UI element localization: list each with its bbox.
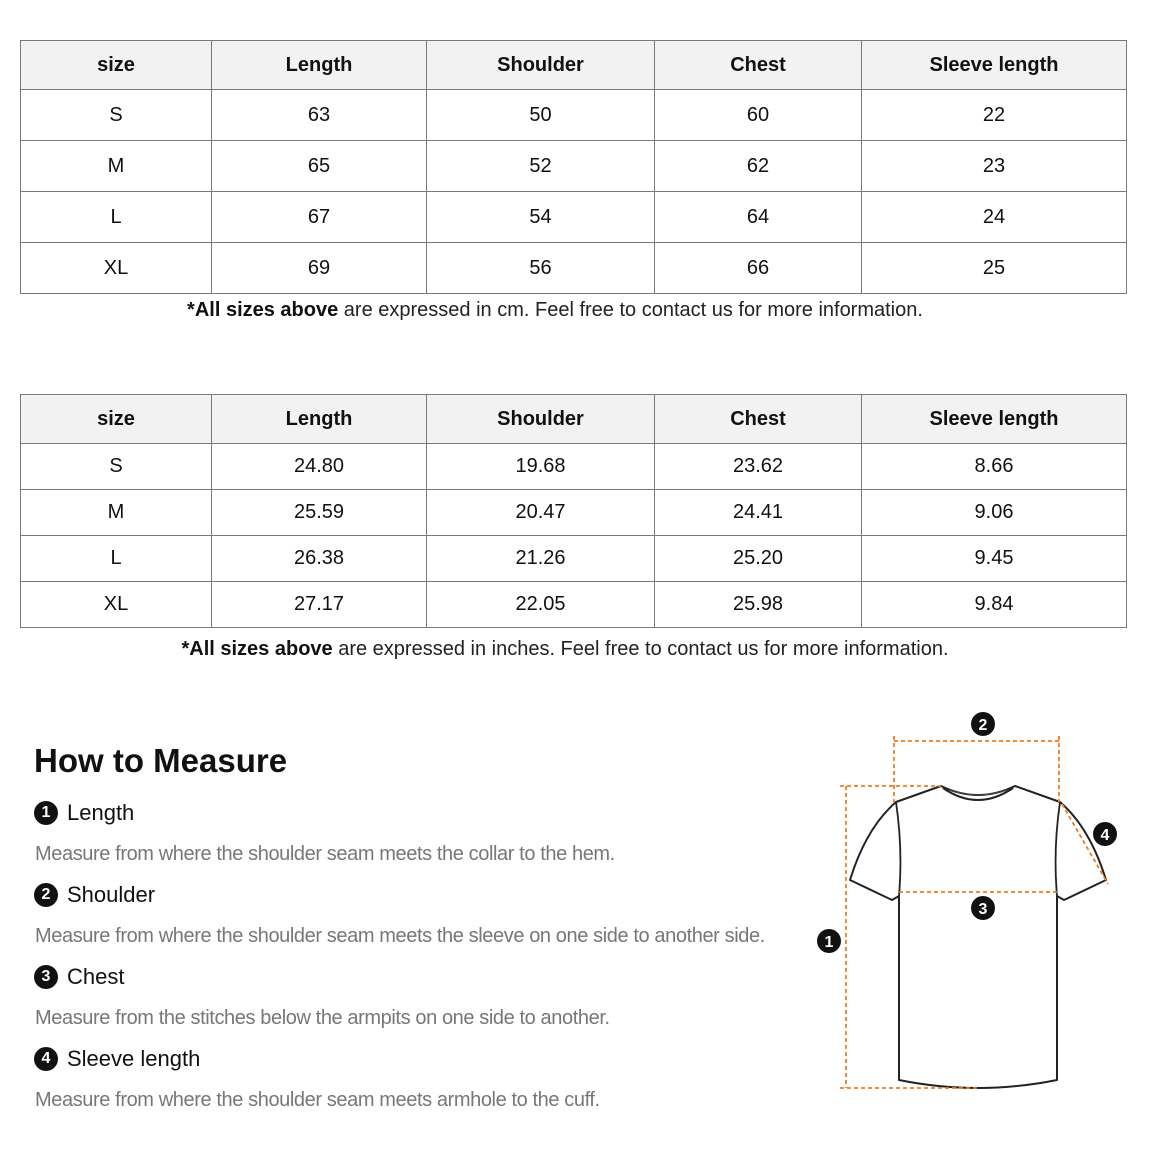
tshirt-icon (850, 786, 1106, 1088)
cell-size: XL (21, 582, 212, 628)
header-size: size (21, 395, 212, 444)
header-shoulder: Shoulder (427, 395, 655, 444)
header-sleeve-length: Sleeve length (862, 41, 1127, 90)
cell-sleeve-length: 8.66 (862, 444, 1127, 490)
table-row (21, 243, 1127, 294)
size-table-cm (20, 40, 1127, 294)
cell-chest: 64 (655, 192, 862, 243)
cell-sleeve-length: 24 (862, 192, 1127, 243)
cell-shoulder: 19.68 (427, 444, 655, 490)
cell-sleeve-length: 9.84 (862, 582, 1127, 628)
cell-chest: 66 (655, 243, 862, 294)
cell-shoulder: 54 (427, 192, 655, 243)
table-row (21, 444, 1127, 490)
measure-desc-sleeve-length: Measure from where the shoulder seam meets armhole to the cuff. (35, 1089, 600, 1111)
measure-label: Shoulder (67, 882, 156, 907)
measure-label: Length (67, 800, 135, 825)
units-note-cm (0, 299, 1130, 322)
cell-shoulder: 50 (427, 90, 655, 141)
measure-desc-chest: Measure from the stitches below the armpits on one side to another. (35, 1007, 610, 1029)
table-row (21, 536, 1127, 582)
number-2-icon: 2 (34, 883, 58, 907)
header-sleeve-length: Sleeve length (862, 395, 1127, 444)
svg-text:3: 3 (978, 901, 988, 918)
table-row (21, 582, 1127, 628)
cell-size: S (21, 444, 212, 490)
table-row (21, 192, 1127, 243)
cell-sleeve-length: 9.06 (862, 490, 1127, 536)
cell-length: 27.17 (212, 582, 427, 628)
marker-2-icon (971, 712, 995, 736)
cell-size: M (21, 141, 212, 192)
table-header-row (21, 395, 1127, 444)
measure-heading-sleeve-length (34, 1046, 200, 1072)
cell-chest: 23.62 (655, 444, 862, 490)
cell-sleeve-length: 9.45 (862, 536, 1127, 582)
note-bold: *All sizes above (187, 299, 339, 321)
cell-length: 25.59 (212, 490, 427, 536)
table-row (21, 490, 1127, 536)
svg-text:4: 4 (1100, 827, 1110, 844)
measure-heading-chest (34, 964, 124, 990)
note-text: are expressed in inches. Feel free to contact us for more information. (332, 638, 949, 660)
cell-shoulder: 56 (427, 243, 655, 294)
header-shoulder: Shoulder (427, 41, 655, 90)
cell-length: 26.38 (212, 536, 427, 582)
cell-sleeve-length: 25 (862, 243, 1127, 294)
cell-sleeve-length: 22 (862, 90, 1127, 141)
cell-chest: 24.41 (655, 490, 862, 536)
header-length: Length (212, 41, 427, 90)
header-length: Length (212, 395, 427, 444)
measure-desc-length: Measure from where the shoulder seam meets the collar to the hem. (35, 843, 615, 865)
cell-length: 24.80 (212, 444, 427, 490)
cell-length: 63 (212, 90, 427, 141)
cell-shoulder: 52 (427, 141, 655, 192)
header-chest: Chest (655, 41, 862, 90)
units-note-inches (0, 638, 1140, 661)
cell-sleeve-length: 23 (862, 141, 1127, 192)
cell-size: L (21, 192, 212, 243)
cell-chest: 25.98 (655, 582, 862, 628)
cell-size: L (21, 536, 212, 582)
cell-length: 69 (212, 243, 427, 294)
note-text: are expressed in cm. Feel free to contact us for more information. (338, 299, 923, 321)
cell-length: 65 (212, 141, 427, 192)
size-table-inches (20, 394, 1127, 628)
note-bold: *All sizes above (181, 638, 333, 660)
cell-chest: 60 (655, 90, 862, 141)
table-row (21, 90, 1127, 141)
measure-heading-shoulder (34, 882, 155, 908)
measure-desc-shoulder: Measure from where the shoulder seam meets the sleeve on one side to another side. (35, 925, 765, 947)
number-3-icon: 3 (34, 965, 58, 989)
header-chest: Chest (655, 395, 862, 444)
table-row (21, 141, 1127, 192)
cell-size: M (21, 490, 212, 536)
cell-chest: 62 (655, 141, 862, 192)
marker-1-icon (817, 929, 841, 953)
cell-chest: 25.20 (655, 536, 862, 582)
how-to-measure-title: How to Measure (34, 742, 288, 779)
cell-shoulder: 20.47 (427, 490, 655, 536)
svg-text:1: 1 (824, 934, 834, 951)
cell-length: 67 (212, 192, 427, 243)
svg-text:2: 2 (978, 717, 988, 734)
cell-shoulder: 21.26 (427, 536, 655, 582)
cell-size: S (21, 90, 212, 141)
number-1-icon: 1 (34, 801, 58, 825)
measure-label: Sleeve length (67, 1046, 201, 1071)
marker-4-icon (1093, 822, 1117, 846)
measure-heading-length (34, 800, 134, 826)
measure-label: Chest (67, 964, 125, 989)
number-4-icon: 4 (34, 1047, 58, 1071)
marker-3-icon (971, 896, 995, 920)
cell-size: XL (21, 243, 212, 294)
tshirt-measurement-diagram (810, 705, 1130, 1105)
cell-shoulder: 22.05 (427, 582, 655, 628)
table-header-row (21, 41, 1127, 90)
header-size: size (21, 41, 212, 90)
